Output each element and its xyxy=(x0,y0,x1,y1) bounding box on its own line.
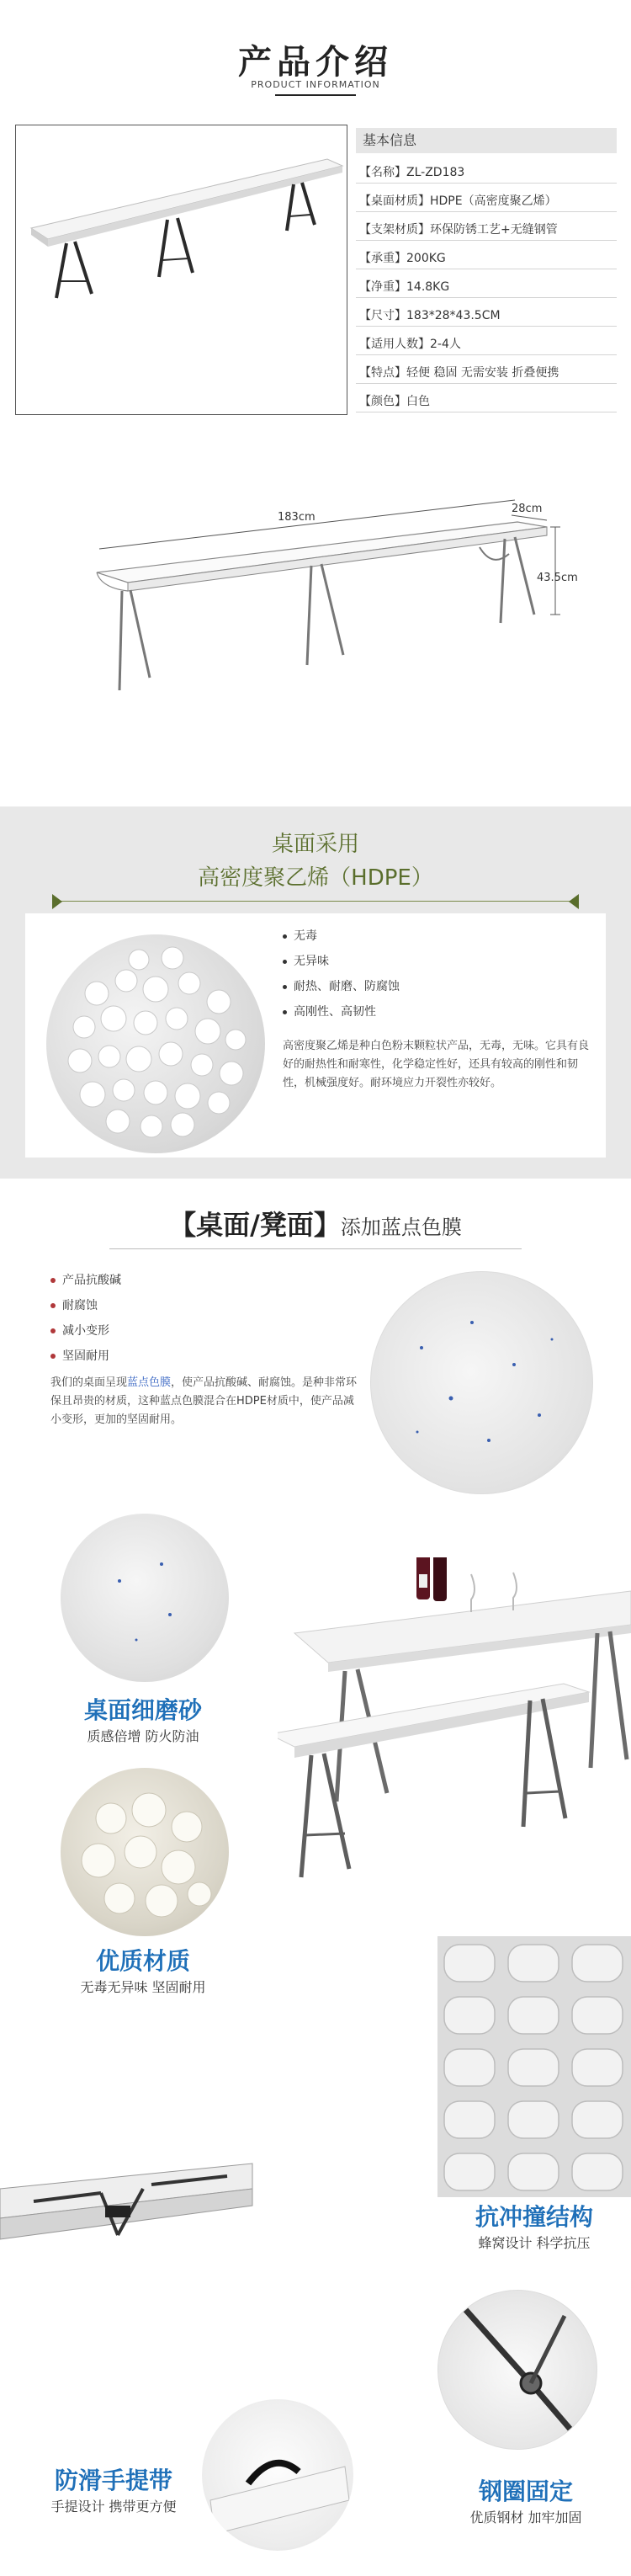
spec-capacity: 【适用人数】2-4人 xyxy=(356,333,617,355)
steel-ring-image xyxy=(437,2290,597,2450)
spec-name: 【名称】ZL-ZD183 xyxy=(356,162,617,184)
dim-width-label: 28cm xyxy=(512,503,543,515)
blue-dot-highlight: 蓝点色膜 xyxy=(127,1376,172,1389)
spec-load: 【承重】200KG xyxy=(356,247,617,269)
table-bench-scene-image xyxy=(278,1557,631,1919)
pellet-closeup xyxy=(61,1768,229,1936)
hdpe-bullet: 无毒 xyxy=(283,926,400,946)
blue-dot-divider xyxy=(109,1248,522,1249)
spec-heading: 基本信息 xyxy=(356,128,617,153)
hdpe-divider-left-arrow xyxy=(52,894,62,909)
blue-dot-texture xyxy=(371,1272,593,1494)
blue-dot-title xyxy=(0,1204,631,1243)
honeycomb-structure-image xyxy=(437,1936,631,2197)
spec-color: 【颜色】白色 xyxy=(356,391,617,412)
blue-dot-bullet: 耐腐蚀 xyxy=(50,1295,98,1317)
hdpe-divider xyxy=(59,901,572,902)
quality-material-image xyxy=(61,1768,229,1936)
carry-handle-image xyxy=(202,2399,353,2551)
blue-dot-title-sub: 添加蓝点色膜 xyxy=(340,1216,462,1239)
blue-dot-surface-image xyxy=(370,1271,593,1494)
feature-title: 钢圈固定 xyxy=(478,2478,573,2505)
feature-subtitle: 质感倍增 防火防油 xyxy=(87,1728,199,1744)
spec-top-material: 【桌面材质】HDPE（高密度聚乙烯） xyxy=(356,190,617,212)
hdpe-description: 高密度聚乙烯是种白色粉末颗粒状产品，无毒，无味。它具有良好的耐热性和耐寒性，化学稳定性好，还具有较高的刚性和韧性，机械强度好。耐环境应力开裂性亦较好。 xyxy=(283,1040,590,1089)
hdpe-bullet: 高刚性、高韧性 xyxy=(283,1002,400,1022)
page-subtitle: PRODUCT INFORMATION xyxy=(251,79,380,90)
feature-subtitle: 无毒无异味 坚固耐用 xyxy=(80,1979,206,1995)
frosted-texture xyxy=(61,1514,229,1682)
feature-subtitle: 手提设计 携带更方便 xyxy=(50,2499,177,2515)
frosted-surface-image xyxy=(61,1514,229,1682)
feature-title: 优质材质 xyxy=(95,1947,190,1975)
honeycomb-pattern xyxy=(437,1936,631,2197)
hdpe-divider-right-arrow xyxy=(569,894,579,909)
feature-title: 桌面细磨砂 xyxy=(83,1696,202,1724)
dim-length-label: 183cm xyxy=(278,511,316,524)
hdpe-title-line1: 桌面采用 xyxy=(271,832,359,857)
hdpe-title-line2: 高密度聚乙烯（HDPE） xyxy=(198,865,433,891)
hdpe-pellets-image xyxy=(46,934,265,1153)
title-underline xyxy=(275,94,356,96)
spec-weight: 【净重】14.8KG xyxy=(356,276,617,298)
folded-bench-image xyxy=(0,2155,261,2273)
blue-dot-bullet: 产品抗酸碱 xyxy=(50,1269,121,1291)
hdpe-bullet: 无异味 xyxy=(283,951,400,971)
hdpe-bullet-list xyxy=(283,926,400,1022)
pellets-texture xyxy=(46,934,265,1153)
spec-features: 【特点】轻便 稳固 无需安装 折叠便携 xyxy=(356,362,617,384)
blue-dot-description: 我们的桌面呈现蓝点色膜，使产品抗酸碱、耐腐蚀。是种非常环保且昂贵的材质，这种蓝点色膜混合在HDPE材质中，使产品减小变形，更加的坚固耐用。 xyxy=(50,1376,358,1426)
blue-dot-bullet: 减小变形 xyxy=(50,1320,109,1342)
product-photo-frame xyxy=(15,125,347,415)
steel-ring-detail xyxy=(438,2291,597,2450)
feature-title: 防滑手提带 xyxy=(54,2467,172,2494)
feature-title: 抗冲撞结构 xyxy=(475,2203,593,2231)
dim-height-label: 43.5cm xyxy=(537,572,578,584)
dimension-drawing xyxy=(50,497,589,716)
feature-subtitle: 优质钢材 加牢加固 xyxy=(469,2509,582,2525)
spec-frame-material: 【支架材质】环保防锈工艺+无缝钢管 xyxy=(356,219,617,241)
bench-product-image xyxy=(16,125,347,414)
blue-dot-title-main: 【桌面/凳面】 xyxy=(169,1209,341,1241)
carry-handle-detail xyxy=(202,2399,353,2551)
page-title: 产品介绍 xyxy=(238,43,393,82)
hdpe-bullet: 耐热、耐磨、防腐蚀 xyxy=(283,977,400,997)
spec-size: 【尺寸】183*28*43.5CM xyxy=(356,305,617,327)
blue-dot-bullet: 坚固耐用 xyxy=(50,1345,109,1367)
feature-subtitle: 蜂窝设计 科学抗压 xyxy=(478,2235,591,2251)
